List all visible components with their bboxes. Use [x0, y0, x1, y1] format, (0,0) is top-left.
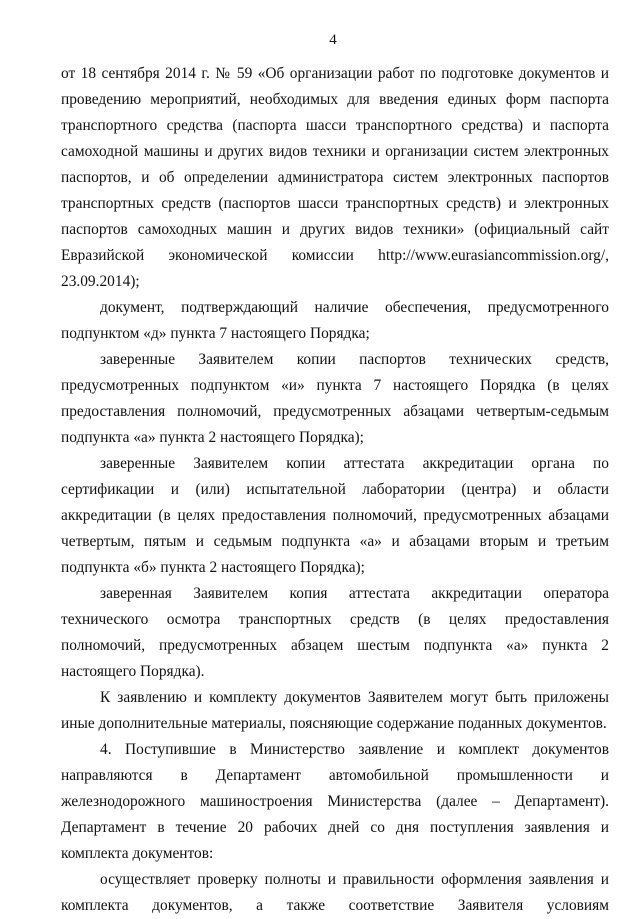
paragraph-item-4-department: 4. Поступившие в Министерство заявление и комплект документов направляются в Департамент автомобильной промышленности и железнодорожного машиностроения Министерства (далее – Департамент). Департамент в течение 20 рабочих дней со дня поступления заявления и комплекта документов:	[61, 741, 609, 862]
page-number: 4	[329, 32, 337, 48]
paragraph-decision-reference: от 18 сентября 2014 г. № 59 «Об организации работ по подготовке документов и проведению мероприятий, необходимых для введения единых форм паспорта транспортного средства (паспорта шасси транспортного средства) и паспорта самоходной машины и других видов техники и организации систем электронных паспортов, и об определении администратора систем электронных паспортов транспортных средств (паспортов шасси транспортных средств) и электронных паспортов самоходных машин и других видов техники» (официальный сайт Евразийской экономической комиссии http://www.eurasiancommission.org/, 23.09.2014);	[61, 65, 609, 290]
paragraph-accreditation-certificate-copies: заверенные Заявителем копии аттестата аккредитации органа по сертификации и (или) испытательной лаборатории (центра) и области аккредитации (в целях предоставления полномочий, предусмотренных абзацами четвертым, пятым и седьмым подпункта «а» и абзацами вторым и третьим подпункта «б» пункта 2 настоящего Порядка);	[61, 455, 609, 576]
document-body	[61, 61, 609, 919]
paragraph-additional-materials: К заявлению и комплекту документов Заявителем могут быть приложены иные дополнительные материалы, поясняющие содержание поданных документов.	[61, 689, 609, 732]
paragraph-vehicle-passport-copies: заверенные Заявителем копии паспортов технических средств, предусмотренных подпунктом «и» пункта 7 настоящего Порядка (в целях предоставления полномочий, предусмотренных абзацами четвертым-седьмым подпункта «а» пункта 2 настоящего Порядка);	[61, 351, 609, 446]
paragraph-inspection-operator-certificate: заверенная Заявителем копия аттестата аккредитации оператора технического осмотра транспортных средств (в целях предоставления полномочий, предусмотренных абзацем шестым подпункта «а» пункта 2 настоящего Порядка).	[61, 585, 609, 680]
paragraph-security-document: документ, подтверждающий наличие обеспечения, предусмотренного подпунктом «д» пункта 7 настоящего Порядка;	[61, 299, 609, 342]
paragraph-completeness-check: осуществляет проверку полноты и правильности оформления заявления и комплекта документов, а также соответствие Заявителя условиям	[61, 871, 609, 914]
